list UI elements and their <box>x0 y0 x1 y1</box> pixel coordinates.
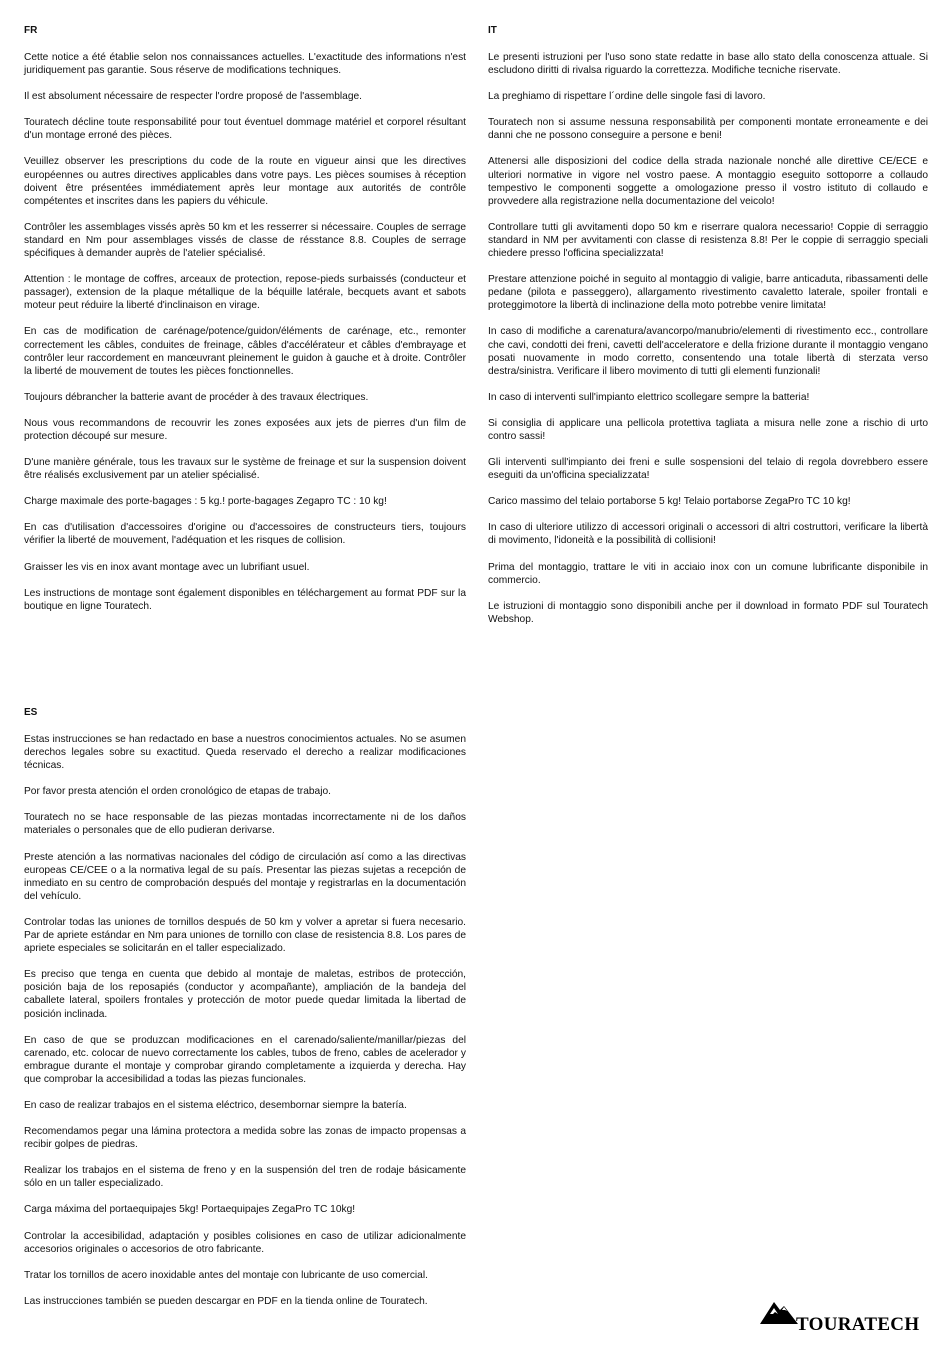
paragraph: Les instructions de montage sont également disponibles en téléchargement au format PDF sur la boutique en ligne Touratech. <box>24 587 466 612</box>
paragraph: Controllare tutti gli avvitamenti dopo 50 km e riserrare qualora necessario! Coppie di serraggio standard in NM per avvitamenti con classe di resistenza 8.8! Per le coppie di serraggio speciali chiedere presso l'officina specializzata! <box>488 221 928 260</box>
paragraph: Prestare attenzione poiché in seguito al montaggio di valigie, barre anticaduta, ribassamenti delle pedane (pilota e passeggero), allargamento rivestimento cavaletto laterale, spoiler frontali e proteggimotore la libertà di inclinazione della moto potrebbe venire limitata! <box>488 274 928 312</box>
paragraph: In caso di modifiche a carenatura/avancorpo/manubrio/elementi di rivestimento ecc., controllare che cavi, condotti dei freni, cavetti dell'acceleratore e della frizione durante il montaggio vengano posati nuovamente in modo corretto, consentendo una totale libertà di sterzata verso destra/sinistra. Verificare il libero movimento di tutti gli elementi funzionali! <box>488 326 928 377</box>
paragraph: D'une manière générale, tous les travaux sur le système de freinage et sur la suspension doivent être réalisés exclusivement par un atelier spécialisé. <box>24 457 466 482</box>
paragraph: Carico massimo del telaio portaborse 5 kg! Telaio portaborse ZegaPro TC 10 kg! <box>488 496 851 508</box>
paragraph: Prima del montaggio, trattare le viti in acciaio inox con un comune lubrificante disponibile in commercio. <box>488 561 928 586</box>
paragraph: Nous vous recommandons de recouvrir les zones exposées aux jets de pierres d'un film de protection découpé sur mesure. <box>24 417 466 442</box>
paragraph: Recomendamos pegar una lámina protectora a medida sobre las zonas de impacto propensas a recibir golpes de piedras. <box>24 1126 466 1151</box>
paragraph: Touratech non si assume nessuna responsabilità per componenti montate erroneamente e dei danni che ne possono conseguire a persone e beni! <box>488 117 928 142</box>
paragraph: Touratech décline toute responsabilité pour tout éventuel dommage matériel et corporel résultant d'un montage erroné des pièces. <box>24 117 466 142</box>
paragraph: Las instrucciones también se pueden descargar en PDF en la tienda online de Touratech. <box>24 1295 428 1307</box>
paragraph: In caso di ulteriore utilizzo di accessori originali o accessori di altri costruttori, verificare la libertà di movimento, l'idoneità e la possibilità di collisioni! <box>488 522 928 547</box>
paragraph: Cette notice a été établie selon nos connaissances actuelles. L'exactitude des informations n'est juridiquement pas garantie. Sous réserve de modifications techniques. <box>24 52 466 77</box>
paragraph: Le istruzioni di montaggio sono disponibili anche per il download in formato PDF sul Touratech Webshop. <box>488 600 928 625</box>
paragraph: Veuillez observer les prescriptions du code de la route en vigueur ainsi que les directives européennes ou autres directives applicables dans votre pays. Les pièces soumises à réception doivent être présentées immédiatement après leur montage aux autorités de contrôle compétentes et inscrites dans les papiers du véhicule. <box>24 156 466 207</box>
paragraph: Graisser les vis en inox avant montage avec un lubrifiant usuel. <box>24 561 310 573</box>
section-heading: IT <box>488 25 497 36</box>
paragraph: Attenersi alle disposizioni del codice della strada nazionale nonché alle direttive CE/ECE e ulteriori normative in vigore nel vostro paese. A montaggio eseguito sottoporre a collaudo tempestivo le componenti soggette a omologazione presso il vostro istituto di collaudo e provvedere alla registrazione nella documentazione del veicolo! <box>488 156 928 207</box>
paragraph: Charge maximale des porte-bagages : 5 kg.! porte-bagages Zegapro TC : 10 kg! <box>24 496 387 508</box>
paragraph: En caso de que se produzcan modificaciones en el carenado/saliente/manillar/piezas del carenado, etc. colocar de nuevo correctamente los cables, tubos de freno, cables de acelerador y embrague durante el montaje y comprobar girando completamente a izquierda y derecha. Hay que comprobar la accesibilidad a todas las piezas funcionales. <box>24 1034 466 1085</box>
paragraph: En cas d'utilisation d'accessoires d'origine ou d'accessoires de constructeurs tiers, toujours vérifier la liberté de mouvement, l'adéquation et les risques de collision. <box>24 522 466 547</box>
paragraph: Touratech no se hace responsable de las piezas montadas incorrectamente ni de los daños materiales o personales que de ello pudieran derivarse. <box>24 812 466 837</box>
section-heading: FR <box>24 25 38 36</box>
paragraph: In caso di interventi sull'impianto elettrico scollegare sempre la batteria! <box>488 391 810 403</box>
paragraph: Realizar los trabajos en el sistema de freno y en la suspensión del tren de rodaje básicamente sólo en un taller especializado. <box>24 1165 466 1190</box>
paragraph: Si consiglia di applicare una pellicola protettiva tagliata a misura nelle zone a rischio di urto contro sassi! <box>488 417 928 442</box>
section-fr <box>24 24 466 626</box>
paragraph: Carga máxima del portaequipajes 5kg! Portaequipajes ZegaPro TC 10kg! <box>24 1204 356 1216</box>
paragraph: Preste atención a las normativas nacionales del código de circulación así como a las directivas europeas CE/CEE o a la normativa legal de su país. Presentar las piezas sujetas a recepción de inmediato en su centro de comprobación después del montaje y registrarlas en la documentación del vehículo. <box>24 851 466 902</box>
paragraph: En caso de realizar trabajos en el sistema eléctrico, desembornar siempre la batería. <box>24 1099 407 1111</box>
touratech-logo <box>758 1296 928 1336</box>
section-es <box>24 706 466 1321</box>
paragraph: Gli interventi sull'impianto dei freni e sulle sospensioni del telaio di regola dovrebbero essere eseguiti da un'officina specializzata! <box>488 457 928 482</box>
paragraph: Toujours débrancher la batterie avant de procéder à des travaux électriques. <box>24 391 369 403</box>
paragraph: Contrôler les assemblages vissés après 50 km et les resserrer si nécessaire. Couples de serrage standard en Nm pour assemblages vissés de classe de résstance 8.8. Couples de serrage spécifiques à demander auprès de l'atelier spécialisé. <box>24 221 466 260</box>
paragraph: Controlar la accesibilidad, adaptación y posibles colisiones en caso de utilizar adicionalmente accesorios originales o accesorios de otro fabricante. <box>24 1230 466 1255</box>
paragraph: Controlar todas las uniones de tornillos después de 50 km y volver a apretar si fuera necesario. Par de apriete estándar en Nm para uniones de tornillo con clase de resistencia 8.8. Los pares de apriete especiales se solicitarán en el taller especializado. <box>24 916 466 955</box>
paragraph: Attention : le montage de coffres, arceaux de protection, repose-pieds surbaissés (conducteur et passager), extension de la plaque métallique de la béquille latérale, becquets avant et sabots moteur peut réduire la liberté d'inclinaison en virage. <box>24 274 466 312</box>
paragraph: Es preciso que tenga en cuenta que debido al montaje de maletas, estribos de protección, posición baja de los reposapiés (conductor y acompañante), ampliación de la bandeja del caballete lateral, spoilers frontales y protección de motor puede quedar limitada la libertad de posición inclinada. <box>24 969 466 1020</box>
paragraph: Por favor presta atención el orden cronológico de etapas de trabajo. <box>24 786 331 798</box>
paragraph: La preghiamo di rispettare l´ordine delle singole fasi di lavoro. <box>488 91 766 103</box>
paragraph: Estas instrucciones se han redactado en base a nuestros conocimientos actuales. No se asumen derechos legales sobre su exactitud. Queda reservado el derecho a realizar modificaciones técnicas. <box>24 734 466 772</box>
logo-text: TOURATECH <box>796 1314 920 1335</box>
paragraph: Le presenti istruzioni per l'uso sono state redatte in base allo stato della conoscenza attuale. Si escludono diritti di rivalsa riguardo la correttezza. Modifiche tecniche riservate. <box>488 52 928 77</box>
section-it <box>488 24 928 639</box>
paragraph: Il est absolument nécessaire de respecter l'ordre proposé de l'assemblage. <box>24 91 362 103</box>
paragraph: Tratar los tornillos de acero inoxidable antes del montaje con lubricante de uso comercial. <box>24 1269 428 1281</box>
section-heading: ES <box>24 707 38 718</box>
paragraph: En cas de modification de carénage/potence/guidon/éléments de carénage, etc., remonter correctement les câbles, conduites de freinage, câbles d'accélérateur et câbles d'embrayage et contrôler leur raccordement en manœuvrant pleinement le guidon à gauche et à droite. Contrôler la liberté de mouvement de toutes les pièces fonctionnelles. <box>24 326 466 377</box>
